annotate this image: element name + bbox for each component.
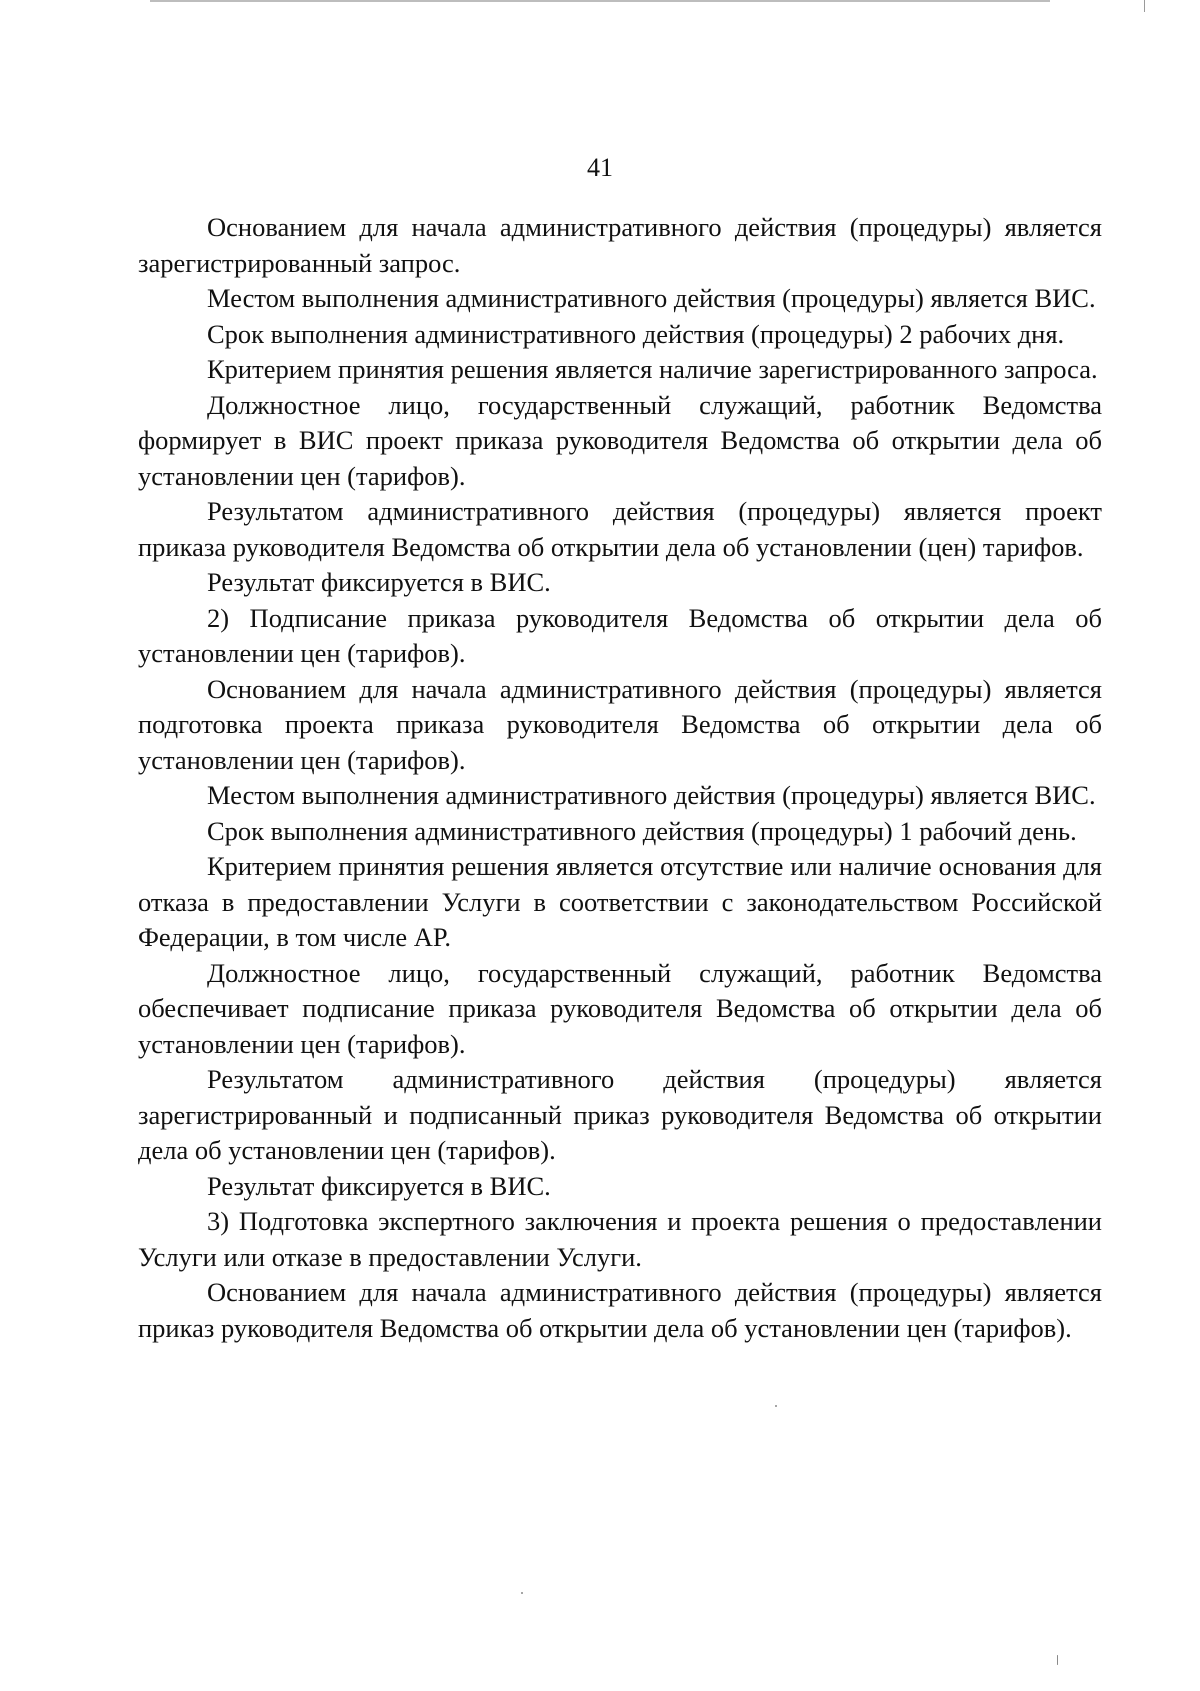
scan-speck: [775, 1405, 777, 1407]
scan-top-edge: [150, 0, 1050, 2]
scan-speck: [521, 1592, 523, 1594]
paragraph: Местом выполнения административного действия (процедуры) является ВИС.: [207, 780, 1096, 810]
paragraph: Основанием для начала административного действия (процедуры) является приказ руководителя Ведомства об открытии дела об установлении цен (тарифов).: [138, 1277, 1102, 1343]
paragraph: Основанием для начала административного действия (процедуры) является зарегистрированный запрос.: [138, 212, 1102, 278]
paragraph: Местом выполнения административного действия (процедуры) является ВИС.: [207, 283, 1096, 313]
paragraph: Срок выполнения административного действия (процедуры) 2 рабочих дня.: [207, 318, 1065, 349]
list-item-heading: 3) Подготовка экспертного заключения и проекта решения о предоставлении Услуги или отказе в предоставлении Услуги.: [138, 1206, 1102, 1272]
scan-corner-mark: [1144, 0, 1145, 12]
paragraph: Результат фиксируется в ВИС.: [207, 1170, 551, 1201]
paragraph: Срок выполнения административного действия (процедуры) 1 рабочий день.: [207, 815, 1077, 846]
paragraph: Результатом административного действия (процедуры) является зарегистрированный и подписанный приказ руководителя Ведомства об открытии дела об установлении цен (тарифов).: [138, 1064, 1102, 1165]
list-item-heading: 2) Подписание приказа руководителя Ведомства об открытии дела об установлении цен (тарифов).: [138, 602, 1102, 668]
paragraph: Основанием для начала административного действия (процедуры) является подготовка проекта приказа руководителя Ведомства об открытии дела об установлении цен (тарифов).: [138, 673, 1102, 775]
paragraph: Результатом административного действия (процедуры) является проект приказа руководителя Ведомства об открытии дела об установлении (цен) тарифов.: [138, 496, 1102, 562]
paragraph: Должностное лицо, государственный служащий, работник Ведомства обеспечивает подписание приказа руководителя Ведомства об открытии дела об установлении цен (тарифов).: [138, 957, 1102, 1059]
paragraph: Критерием принятия решения является наличие зарегистрированного запроса.: [207, 354, 1098, 384]
paragraph: Результат фиксируется в ВИС.: [207, 567, 551, 597]
paragraph: Критерием принятия решения является отсутствие или наличие основания для отказа в предоставлении Услуги в соответствии с законодательством Российской Федерации, в том числе АР.: [138, 851, 1102, 952]
document-body: [138, 210, 1102, 1346]
paragraph: Должностное лицо, государственный служащий, работник Ведомства формирует в ВИС проект приказа руководителя Ведомства об открытии дела об установлении цен (тарифов).: [138, 389, 1102, 491]
page-number: 41: [587, 153, 613, 182]
scan-speck: [1057, 1655, 1058, 1665]
